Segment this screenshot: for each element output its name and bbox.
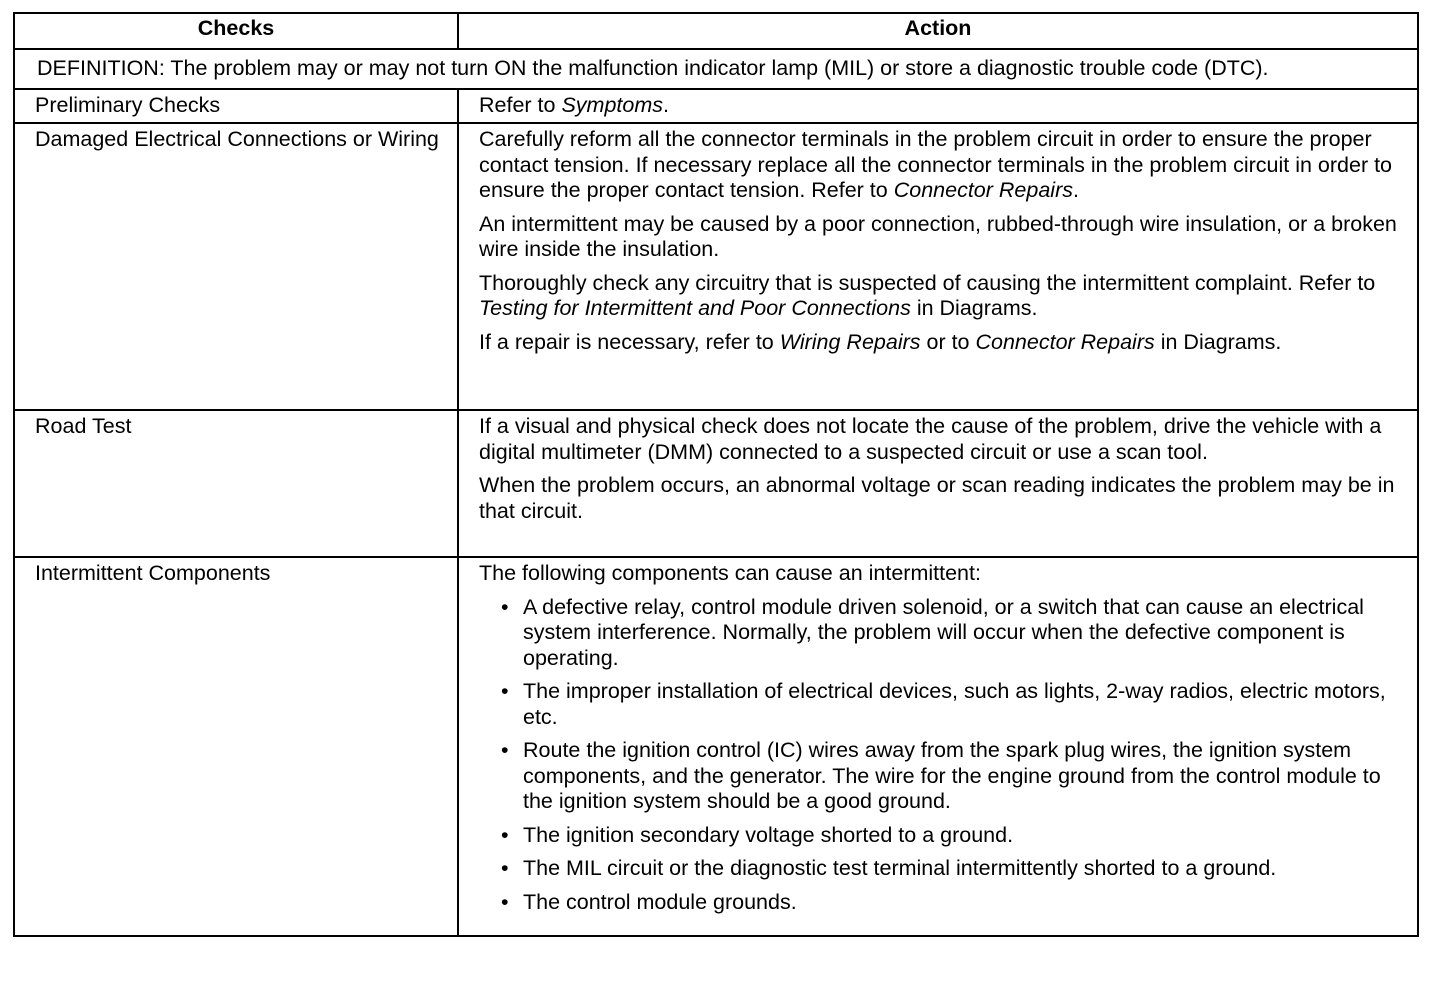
list-item: • Route the ignition control (IC) wires away from the spark plug wires, the ignition system components, and the generator. The wire for the engine ground from the control module to the ignition system should be a good ground. (501, 738, 1381, 813)
ref-symptoms: Symptoms (561, 92, 664, 117)
bullet-icon: • (501, 738, 509, 762)
action-intermittent-components (458, 557, 1418, 936)
definition-text: DEFINITION: The problem may or may not turn ON the malfunction indicator lamp (MIL) or store a diagnostic trouble code (DTC). (14, 49, 1418, 89)
action-road-test (458, 410, 1418, 557)
bullet-icon: • (501, 822, 509, 847)
action-damaged-wiring (458, 123, 1418, 410)
check-intermittent-components: Intermittent Components (14, 557, 458, 936)
header-checks: Checks (14, 13, 458, 49)
bullet-icon: • (501, 889, 509, 914)
action-paragraph: An intermittent may be caused by a poor connection, rubbed-through wire insulation, or a broken wire inside the insulation. (479, 211, 1397, 261)
table-row (14, 557, 1418, 936)
check-damaged-wiring: Damaged Electrical Connections or Wiring (14, 123, 458, 410)
action-paragraph: If a repair is necessary, refer to Wiring Repairs or to Connector Repairs in Diagrams. (479, 329, 1282, 354)
action-paragraph: Thoroughly check any circuitry that is suspected of causing the intermittent complaint. Refer to Testing for Intermittent and Poor Connections in Diagrams. (479, 270, 1376, 320)
action-paragraph: The following components can cause an intermittent: (479, 561, 981, 585)
action-paragraph: Carefully reform all the connector terminals in the problem circuit in order to ensure the proper contact tension. If necessary replace all the connector terminals in the problem circuit in order to ensure the proper contact tension. Refer to Connector Repairs. (479, 127, 1393, 202)
ref-connector-repairs: Connector Repairs (975, 329, 1155, 354)
table-row (14, 410, 1418, 557)
table-row (14, 123, 1418, 410)
ref-connector-repairs: Connector Repairs (893, 178, 1073, 202)
list-item: • A defective relay, control module driven solenoid, or a switch that can cause an electrical system interference. Normally, the problem will occur when the defective component is operating. (501, 594, 1364, 670)
list-item: • The MIL circuit or the diagnostic test terminal intermittently shorted to a ground. (501, 856, 1277, 880)
diagnostic-checks-table (13, 12, 1419, 937)
component-list (479, 595, 1407, 916)
list-item: • The control module grounds. (501, 889, 797, 914)
check-road-test: Road Test (14, 410, 458, 557)
list-item: • The ignition secondary voltage shorted to a ground. (501, 822, 1014, 847)
ref-wiring-repairs: Wiring Repairs (779, 329, 921, 354)
table-header-row (14, 13, 1418, 49)
ref-testing-intermittent: Testing for Intermittent and Poor Connections (479, 296, 911, 320)
header-action: Action (458, 13, 1418, 49)
definition-row (14, 49, 1418, 89)
check-preliminary: Preliminary Checks (14, 89, 458, 124)
bullet-icon: • (501, 856, 509, 880)
action-preliminary: Refer to Symptoms. (458, 89, 1418, 124)
bullet-icon: • (501, 594, 509, 619)
table-row (14, 89, 1418, 124)
list-item: • The improper installation of electrical devices, such as lights, 2-way radios, electric motors, etc. (501, 679, 1386, 729)
bullet-icon: • (501, 679, 509, 703)
action-paragraph: If a visual and physical check does not locate the cause of the problem, drive the vehicle with a digital multimeter (DMM) connected to a suspected circuit or use a scan tool. (479, 414, 1382, 464)
action-paragraph: When the problem occurs, an abnormal voltage or scan reading indicates the problem may be in that circuit. (479, 473, 1395, 523)
